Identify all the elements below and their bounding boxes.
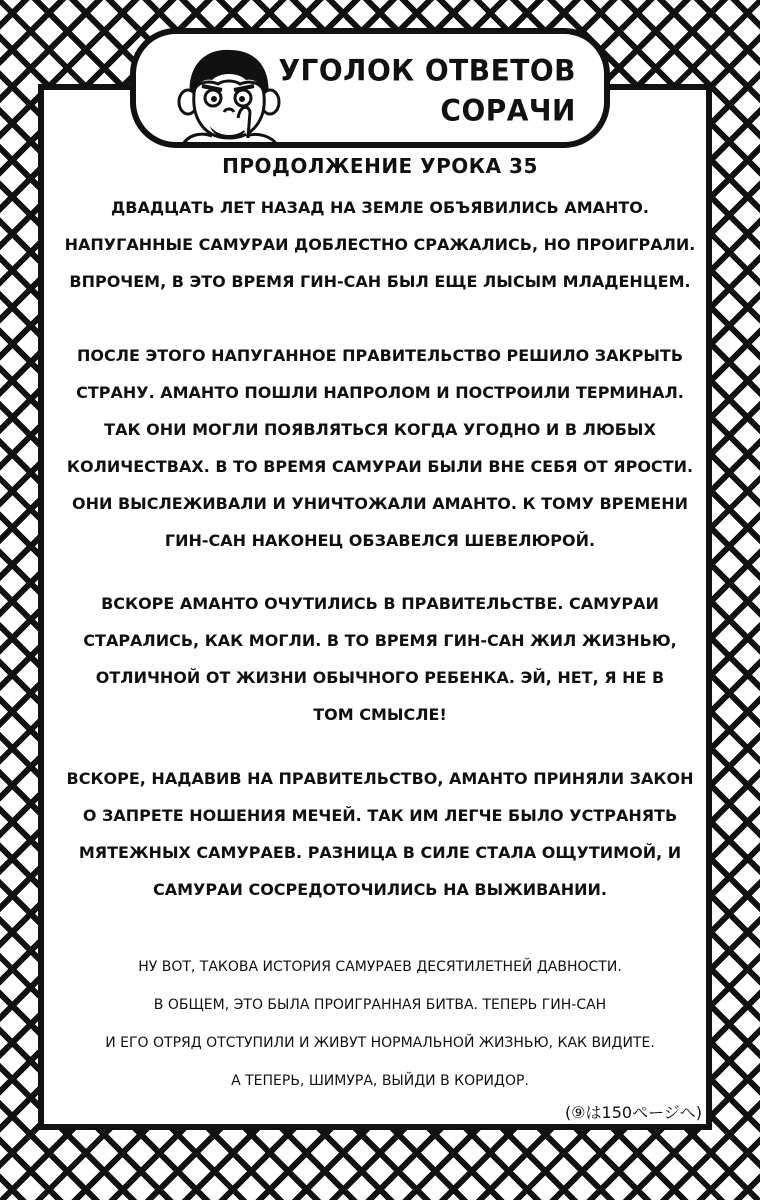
- title-line-1: УГОЛОК ОТВЕТОВ: [278, 53, 576, 88]
- paragraph-line: ГИН-САН НАКОНЕЦ ОБЗАВЕЛСЯ ШЕВЕЛЮРОЙ.: [164, 531, 596, 550]
- note-line: И ЕГО ОТРЯД ОТСТУПИЛИ И ЖИВУТ НОРМАЛЬНОЙ ЖИЗНЬЮ, КАК ВИДИТЕ.: [105, 1035, 655, 1051]
- paragraph-line: НАПУГАННЫЕ САМУРАИ ДОБЛЕСТНО СРАЖАЛИСЬ, НО ПРОИГРАЛИ.: [64, 235, 696, 254]
- paragraph-line: ОТЛИЧНОЙ ОТ ЖИЗНИ ОБЫЧНОГО РЕБЕНКА. ЭЙ, НЕТ, Я НЕ В: [95, 668, 665, 687]
- title-line-2: СОРАЧИ: [440, 93, 576, 128]
- monkey-face-icon: [168, 38, 288, 148]
- note-line: В ОБЩЕМ, ЭТО БЫЛА ПРОИГРАННАЯ БИТВА. ТЕПЕРЬ ГИН-САН: [153, 997, 607, 1013]
- paragraph-line: КОЛИЧЕСТВАХ. В ТО ВРЕМЯ САМУРАИ БЫЛИ ВНЕ СЕБЯ ОТ ЯРОСТИ.: [66, 457, 694, 476]
- note-line: НУ ВОТ, ТАКОВА ИСТОРИЯ САМУРАЕВ ДЕСЯТИЛЕТНЕЙ ДАВНОСТИ.: [138, 959, 622, 975]
- page-reference: (⑨は150ページへ): [564, 1103, 702, 1122]
- paragraph-line: ТАК ОНИ МОГЛИ ПОЯВЛЯТЬСЯ КОГДА УГОДНО И В ЛЮБЫХ: [104, 420, 656, 439]
- paragraph-line: МЯТЕЖНЫХ САМУРАЕВ. РАЗНИЦА В СИЛЕ СТАЛА ОЩУТИМОЙ, И: [78, 843, 682, 862]
- paragraph-line: СТРАНУ. АМАНТО ПОШЛИ НАПРОЛОМ И ПОСТРОИЛИ ТЕРМИНАЛ.: [76, 383, 684, 402]
- paragraph-4: [46, 760, 714, 908]
- lesson-heading: ПРОДОЛЖЕНИЕ УРОКА 35: [222, 154, 538, 178]
- paragraph-line: САМУРАИ СОСРЕДОТОЧИЛИСЬ НА ВЫЖИВАНИИ.: [153, 880, 607, 899]
- paragraph-line: ВСКОРЕ, НАДАВИВ НА ПРАВИТЕЛЬСТВО, АМАНТО ПРИНЯЛИ ЗАКОН: [66, 769, 694, 788]
- closing-note: [46, 948, 714, 1100]
- paragraph-line: ВСКОРЕ АМАНТО ОЧУТИЛИСЬ В ПРАВИТЕЛЬСТВЕ. САМУРАИ: [101, 594, 659, 613]
- paragraph-line: ВПРОЧЕМ, В ЭТО ВРЕМЯ ГИН-САН БЫЛ ЕЩЕ ЛЫСЫМ МЛАДЕНЦЕМ.: [69, 272, 691, 291]
- paragraph-1: [46, 189, 714, 300]
- paragraph-line: ТОМ СМЫСЛЕ!: [313, 705, 447, 724]
- paragraph-line: ДВАДЦАТЬ ЛЕТ НАЗАД НА ЗЕМЛЕ ОБЪЯВИЛИСЬ АМАНТО.: [111, 198, 649, 217]
- paragraph-2: [46, 337, 714, 559]
- paragraph-line: ОНИ ВЫСЛЕЖИВАЛИ И УНИЧТОЖАЛИ АМАНТО. К ТОМУ ВРЕМЕНИ: [72, 494, 688, 513]
- paragraph-3: [46, 585, 714, 733]
- paragraph-line: О ЗАПРЕТЕ НОШЕНИЯ МЕЧЕЙ. ТАК ИМ ЛЕГЧЕ БЫЛО УСТРАНЯТЬ: [82, 806, 678, 825]
- paragraph-line: ПОСЛЕ ЭТОГО НАПУГАННОЕ ПРАВИТЕЛЬСТВО РЕШИЛО ЗАКРЫТЬ: [76, 346, 684, 365]
- paragraph-line: СТАРАЛИСЬ, КАК МОГЛИ. В ТО ВРЕМЯ ГИН-САН ЖИЛ ЖИЗНЬЮ,: [83, 631, 677, 650]
- note-line: А ТЕПЕРЬ, ШИМУРА, ВЫЙДИ В КОРИДОР.: [231, 1073, 529, 1089]
